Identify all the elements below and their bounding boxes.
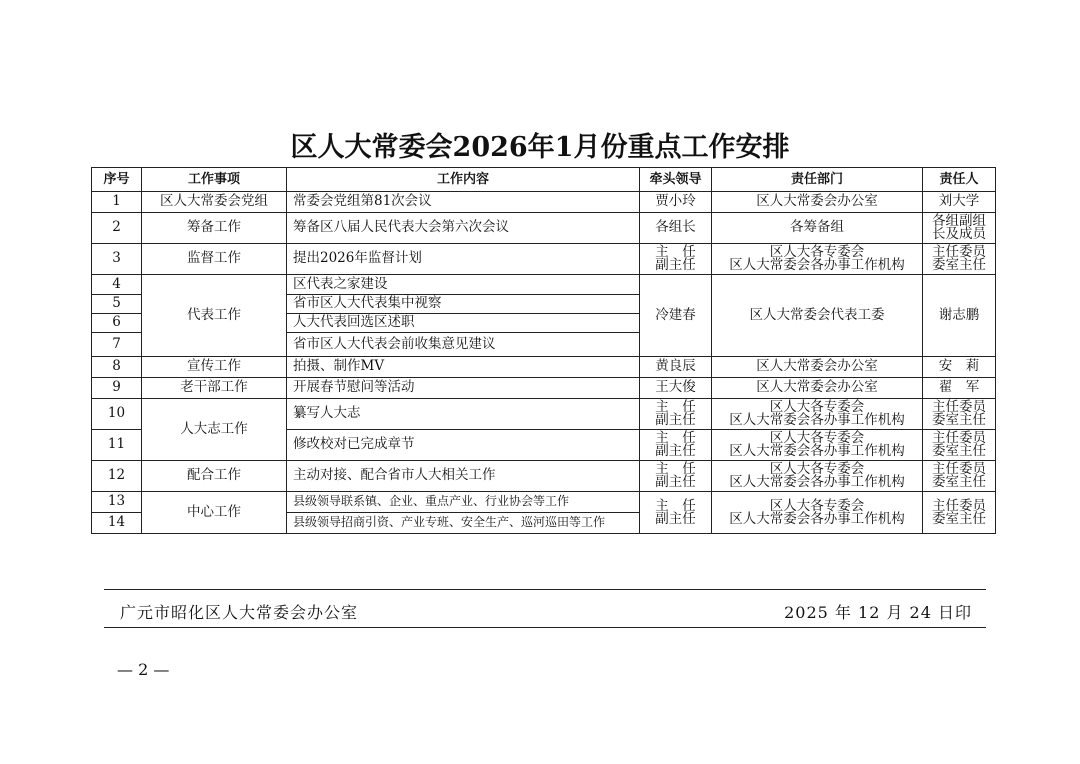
row-dept-line2: 区人大常委会各办事工作机构 (729, 257, 905, 273)
row-no: 12 (92, 461, 142, 492)
row-dept-line1: 区人大各专委会 (769, 430, 865, 446)
row-no: 6 (92, 314, 142, 333)
row-dept (712, 492, 923, 534)
table-row (92, 275, 996, 295)
table-row (92, 213, 996, 244)
row-person (923, 213, 996, 244)
row-item: 监督工作 (142, 244, 287, 275)
row-person: 刘大学 (923, 192, 996, 213)
row-leader (640, 461, 712, 492)
row-item: 代表工作 (142, 275, 287, 357)
header-no: 序号 (92, 168, 142, 192)
row-no: 3 (92, 244, 142, 275)
row-leader (640, 399, 712, 430)
row-item: 宣传工作 (142, 357, 287, 378)
row-dept-line2: 区人大常委会各办事工作机构 (729, 412, 905, 428)
row-person (923, 244, 996, 275)
work-plan-table (91, 167, 996, 534)
row-leader-line2: 副主任 (655, 257, 696, 273)
row-person-line2: 长及成员 (932, 226, 986, 242)
row-dept: 区人大常委会办公室 (712, 357, 923, 378)
row-leader-line1: 主 任 (655, 430, 696, 446)
row-person-line1: 主任委员 (932, 461, 986, 477)
row-content: 提出2026年监督计划 (287, 244, 640, 275)
row-leader: 王大俊 (640, 378, 712, 399)
row-dept-line2: 区人大常委会各办事工作机构 (729, 443, 905, 459)
table-row (92, 192, 996, 213)
row-leader-line2: 副主任 (655, 412, 696, 428)
row-content: 区代表之家建设 (287, 275, 640, 295)
header-item: 工作事项 (142, 168, 287, 192)
row-item: 人大志工作 (142, 399, 287, 461)
row-dept-line1: 区人大各专委会 (769, 461, 865, 477)
row-person-line2: 委室主任 (932, 257, 986, 273)
header-person: 责任人 (923, 168, 996, 192)
header-dept: 责任部门 (712, 168, 923, 192)
row-content: 纂写人大志 (287, 399, 640, 430)
row-person-line1: 主任委员 (932, 497, 986, 514)
row-leader: 贾小玲 (640, 192, 712, 213)
row-content: 省市区人大代表集中视察 (287, 295, 640, 314)
row-person-line1: 主任委员 (932, 399, 986, 415)
header-leader: 牵头领导 (640, 168, 712, 192)
row-item: 筹备工作 (142, 213, 287, 244)
row-leader (640, 430, 712, 461)
row-no: 5 (92, 295, 142, 314)
row-leader: 冷建春 (640, 275, 712, 357)
row-no: 1 (92, 192, 142, 213)
row-item: 配合工作 (142, 461, 287, 492)
row-person-line2: 委室主任 (932, 510, 986, 527)
row-content: 修改校对已完成章节 (287, 430, 640, 461)
row-person-line2: 委室主任 (932, 443, 986, 459)
row-content: 县级领导招商引资、产业专班、安全生产、巡河巡田等工作 (287, 513, 640, 534)
row-person-line2: 委室主任 (932, 474, 986, 490)
row-leader (640, 492, 712, 534)
footer-bottom-rule (104, 627, 986, 628)
row-dept-line2: 区人大常委会各办事工作机构 (729, 510, 905, 527)
row-dept (712, 244, 923, 275)
row-person (923, 461, 996, 492)
row-leader-line2: 副主任 (655, 510, 696, 527)
row-item: 区人大常委会党组 (142, 192, 287, 213)
row-no: 9 (92, 378, 142, 399)
row-content: 常委会党组第81次会议 (287, 192, 640, 213)
document-title: 区人大常委会2026年1月份重点工作安排 (290, 132, 790, 163)
row-dept-line2: 区人大常委会各办事工作机构 (729, 474, 905, 490)
row-person (923, 399, 996, 430)
row-no: 10 (92, 399, 142, 430)
row-item: 中心工作 (142, 492, 287, 534)
row-person-line1: 主任委员 (932, 244, 986, 260)
row-leader (640, 244, 712, 275)
row-no: 14 (92, 513, 142, 534)
row-person (923, 492, 996, 534)
row-dept (712, 461, 923, 492)
row-no: 8 (92, 357, 142, 378)
row-content: 筹备区八届人民代表大会第六次会议 (287, 213, 640, 244)
row-leader: 黄良辰 (640, 357, 712, 378)
footer-top-rule (104, 589, 986, 590)
table-row (92, 461, 996, 492)
row-dept: 区人大常委会办公室 (712, 378, 923, 399)
row-content: 拍摄、制作MV (287, 357, 640, 378)
row-dept (712, 399, 923, 430)
row-leader-line1: 主 任 (655, 497, 696, 514)
row-person (923, 430, 996, 461)
row-leader-line2: 副主任 (655, 443, 696, 459)
footer-print-date: 2025 年 12 月 24 日印 (784, 603, 972, 622)
row-dept: 各筹备组 (712, 213, 923, 244)
table-row (92, 357, 996, 378)
row-no: 7 (92, 333, 142, 357)
row-leader-line1: 主 任 (655, 399, 696, 415)
row-content: 人大代表回选区述职 (287, 314, 640, 333)
row-no: 13 (92, 492, 142, 513)
table-row (92, 492, 996, 513)
row-content: 县级领导联系镇、企业、重点产业、行业协会等工作 (287, 492, 640, 513)
row-no: 11 (92, 430, 142, 461)
row-dept (712, 430, 923, 461)
footer-organization: 广元市昭化区人大常委会办公室 (120, 603, 359, 622)
row-no: 2 (92, 213, 142, 244)
row-content: 开展春节慰问等活动 (287, 378, 640, 399)
table-row (92, 378, 996, 399)
row-content: 主动对接、配合省市人大相关工作 (287, 461, 640, 492)
row-item: 老干部工作 (142, 378, 287, 399)
row-dept-line1: 区人大各专委会 (769, 497, 865, 514)
row-person-line2: 委室主任 (932, 412, 986, 428)
row-leader-line1: 主 任 (655, 244, 696, 260)
row-dept-line1: 区人大各专委会 (769, 244, 865, 260)
row-leader-line1: 主 任 (655, 461, 696, 477)
row-dept: 区人大常委会办公室 (712, 192, 923, 213)
table-row (92, 244, 996, 275)
row-no: 4 (92, 275, 142, 295)
header-content: 工作内容 (287, 168, 640, 192)
row-person: 安 莉 (923, 357, 996, 378)
table-header-row (92, 168, 996, 192)
row-leader: 各组长 (640, 213, 712, 244)
row-person: 谢志鹏 (923, 275, 996, 357)
page-number: — 2 — (117, 660, 170, 679)
row-leader-line2: 副主任 (655, 474, 696, 490)
row-person-line1: 各组副组 (932, 213, 986, 229)
row-person: 翟 军 (923, 378, 996, 399)
table-row (92, 399, 996, 430)
row-content: 省市区人大代表会前收集意见建议 (287, 333, 640, 357)
row-dept: 区人大常委会代表工委 (712, 275, 923, 357)
row-dept-line1: 区人大各专委会 (769, 399, 865, 415)
row-person-line1: 主任委员 (932, 430, 986, 446)
